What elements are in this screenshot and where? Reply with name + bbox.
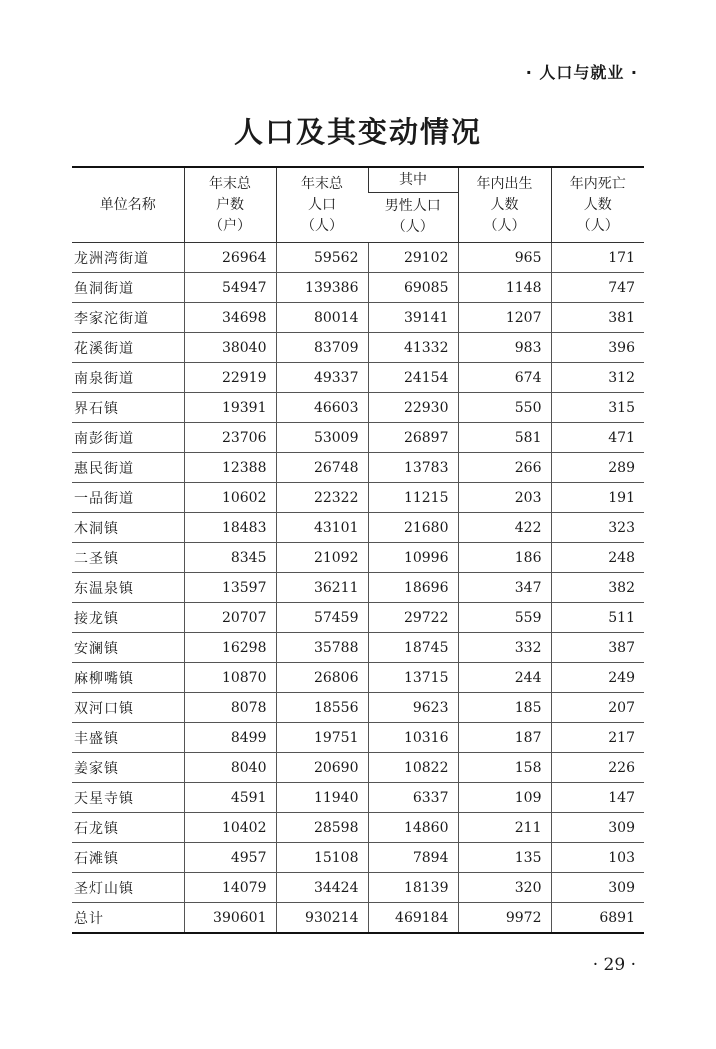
cell-households: 10870 bbox=[184, 663, 276, 693]
cell-households: 8499 bbox=[184, 723, 276, 753]
cell-unit-name: 界石镇 bbox=[72, 393, 184, 423]
cell-deaths: 396 bbox=[551, 333, 644, 363]
table-row bbox=[72, 783, 644, 813]
page-title: 人口及其变动情况 bbox=[233, 115, 482, 149]
table-row bbox=[72, 423, 644, 453]
cell-deaths: 248 bbox=[551, 543, 644, 573]
cell-population: 28598 bbox=[276, 813, 368, 843]
header-households-line2: 户数 bbox=[216, 196, 244, 213]
cell-unit-name: 惠民街道 bbox=[72, 453, 184, 483]
table-row bbox=[72, 333, 644, 363]
cell-births: 186 bbox=[458, 543, 551, 573]
cell-households: 54947 bbox=[184, 273, 276, 303]
cell-deaths: 747 bbox=[551, 273, 644, 303]
cell-births: 1207 bbox=[458, 303, 551, 333]
header-population-line2: 人口 bbox=[308, 196, 336, 213]
cell-births: 550 bbox=[458, 393, 551, 423]
cell-births: 422 bbox=[458, 513, 551, 543]
cell-births: 266 bbox=[458, 453, 551, 483]
cell-population: 139386 bbox=[276, 273, 368, 303]
table-row bbox=[72, 453, 644, 483]
cell-unit-name: 花溪街道 bbox=[72, 333, 184, 363]
cell-deaths: 249 bbox=[551, 663, 644, 693]
cell-unit-name: 石龙镇 bbox=[72, 813, 184, 843]
cell-births: 674 bbox=[458, 363, 551, 393]
table-body bbox=[72, 243, 644, 934]
cell-male-population: 69085 bbox=[368, 273, 458, 303]
cell-deaths: 382 bbox=[551, 573, 644, 603]
cell-population: 11940 bbox=[276, 783, 368, 813]
table-row bbox=[72, 573, 644, 603]
cell-deaths: 171 bbox=[551, 243, 644, 273]
table-row bbox=[72, 603, 644, 633]
cell-population: 34424 bbox=[276, 873, 368, 903]
cell-households: 10602 bbox=[184, 483, 276, 513]
cell-population: 18556 bbox=[276, 693, 368, 723]
cell-unit-name: 李家沱街道 bbox=[72, 303, 184, 333]
cell-male-population: 6337 bbox=[368, 783, 458, 813]
table-row bbox=[72, 843, 644, 873]
cell-male-population: 21680 bbox=[368, 513, 458, 543]
cell-population: 930214 bbox=[276, 903, 368, 934]
cell-deaths: 226 bbox=[551, 753, 644, 783]
cell-households: 19391 bbox=[184, 393, 276, 423]
cell-households: 14079 bbox=[184, 873, 276, 903]
cell-births: 185 bbox=[458, 693, 551, 723]
cell-deaths: 309 bbox=[551, 813, 644, 843]
header-births-line2: 人数 bbox=[490, 196, 519, 213]
cell-unit-name: 天星寺镇 bbox=[72, 783, 184, 813]
header-births bbox=[458, 167, 551, 243]
cell-deaths: 315 bbox=[551, 393, 644, 423]
table-row bbox=[72, 243, 644, 273]
cell-births: 559 bbox=[458, 603, 551, 633]
cell-male-population: 7894 bbox=[368, 843, 458, 873]
table-row bbox=[72, 543, 644, 573]
cell-population: 21092 bbox=[276, 543, 368, 573]
table-row bbox=[72, 393, 644, 423]
cell-male-population: 14860 bbox=[368, 813, 458, 843]
cell-births: 109 bbox=[458, 783, 551, 813]
cell-deaths: 103 bbox=[551, 843, 644, 873]
header-births-unit: （人） bbox=[483, 217, 526, 234]
header-unit-name: 单位名称 bbox=[72, 167, 184, 243]
cell-male-population: 26897 bbox=[368, 423, 458, 453]
cell-births: 983 bbox=[458, 333, 551, 363]
cell-households: 34698 bbox=[184, 303, 276, 333]
cell-unit-name: 接龙镇 bbox=[72, 603, 184, 633]
header-households bbox=[184, 167, 276, 243]
cell-households: 26964 bbox=[184, 243, 276, 273]
cell-unit-name: 东温泉镇 bbox=[72, 573, 184, 603]
cell-unit-name: 一品街道 bbox=[72, 483, 184, 513]
cell-population: 15108 bbox=[276, 843, 368, 873]
cell-births: 158 bbox=[458, 753, 551, 783]
cell-population: 19751 bbox=[276, 723, 368, 753]
cell-male-population: 10996 bbox=[368, 543, 458, 573]
cell-male-population: 10822 bbox=[368, 753, 458, 783]
cell-population: 46603 bbox=[276, 393, 368, 423]
cell-male-population: 18745 bbox=[368, 633, 458, 663]
cell-male-population: 41332 bbox=[368, 333, 458, 363]
cell-population: 35788 bbox=[276, 633, 368, 663]
cell-births: 965 bbox=[458, 243, 551, 273]
table-row bbox=[72, 303, 644, 333]
table-row bbox=[72, 753, 644, 783]
cell-births: 581 bbox=[458, 423, 551, 453]
cell-unit-name: 麻柳嘴镇 bbox=[72, 663, 184, 693]
cell-households: 8078 bbox=[184, 693, 276, 723]
cell-households: 4957 bbox=[184, 843, 276, 873]
cell-population: 36211 bbox=[276, 573, 368, 603]
header-male-unit: （人） bbox=[391, 219, 434, 235]
table-row bbox=[72, 483, 644, 513]
cell-male-population: 39141 bbox=[368, 303, 458, 333]
cell-unit-name: 双河口镇 bbox=[72, 693, 184, 723]
cell-population: 59562 bbox=[276, 243, 368, 273]
cell-births: 135 bbox=[458, 843, 551, 873]
cell-households: 13597 bbox=[184, 573, 276, 603]
cell-male-population: 469184 bbox=[368, 903, 458, 934]
cell-deaths: 6891 bbox=[551, 903, 644, 934]
table-row bbox=[72, 663, 644, 693]
cell-unit-name: 木洞镇 bbox=[72, 513, 184, 543]
cell-population: 43101 bbox=[276, 513, 368, 543]
cell-births: 9972 bbox=[458, 903, 551, 934]
table-total-row bbox=[72, 903, 644, 934]
cell-households: 10402 bbox=[184, 813, 276, 843]
table-row bbox=[72, 693, 644, 723]
cell-births: 347 bbox=[458, 573, 551, 603]
cell-population: 20690 bbox=[276, 753, 368, 783]
header-deaths bbox=[551, 167, 644, 243]
cell-deaths: 471 bbox=[551, 423, 644, 453]
cell-male-population: 29102 bbox=[368, 243, 458, 273]
cell-population: 22322 bbox=[276, 483, 368, 513]
header-deaths-line1: 年内死亡 bbox=[569, 175, 626, 192]
cell-households: 390601 bbox=[184, 903, 276, 934]
cell-households: 12388 bbox=[184, 453, 276, 483]
cell-households: 38040 bbox=[184, 333, 276, 363]
cell-deaths: 309 bbox=[551, 873, 644, 903]
cell-households: 23706 bbox=[184, 423, 276, 453]
cell-births: 1148 bbox=[458, 273, 551, 303]
header-births-line1: 年内出生 bbox=[476, 175, 533, 192]
header-male bbox=[368, 193, 458, 243]
cell-households: 4591 bbox=[184, 783, 276, 813]
cell-male-population: 9623 bbox=[368, 693, 458, 723]
table-row bbox=[72, 813, 644, 843]
header-population-line1: 年末总 bbox=[301, 175, 343, 192]
cell-deaths: 217 bbox=[551, 723, 644, 753]
cell-deaths: 191 bbox=[551, 483, 644, 513]
header-households-unit: （户） bbox=[209, 217, 251, 234]
cell-households: 8345 bbox=[184, 543, 276, 573]
cell-deaths: 387 bbox=[551, 633, 644, 663]
cell-deaths: 511 bbox=[551, 603, 644, 633]
cell-population: 26806 bbox=[276, 663, 368, 693]
cell-deaths: 207 bbox=[551, 693, 644, 723]
cell-births: 320 bbox=[458, 873, 551, 903]
table-row bbox=[72, 873, 644, 903]
cell-deaths: 323 bbox=[551, 513, 644, 543]
cell-male-population: 22930 bbox=[368, 393, 458, 423]
page-number: · 29 · bbox=[592, 955, 636, 975]
cell-households: 22919 bbox=[184, 363, 276, 393]
header-population-unit: （人） bbox=[301, 217, 343, 234]
population-table bbox=[72, 166, 644, 934]
cell-population: 49337 bbox=[276, 363, 368, 393]
cell-population: 80014 bbox=[276, 303, 368, 333]
cell-deaths: 289 bbox=[551, 453, 644, 483]
header-deaths-line2: 人数 bbox=[583, 196, 612, 213]
header-households-line1: 年末总 bbox=[209, 175, 251, 192]
cell-unit-name: 安澜镇 bbox=[72, 633, 184, 663]
cell-male-population: 11215 bbox=[368, 483, 458, 513]
header-population bbox=[276, 167, 368, 243]
table-row bbox=[72, 273, 644, 303]
header-of-which: 其中 bbox=[368, 167, 458, 193]
cell-male-population: 13783 bbox=[368, 453, 458, 483]
header-male-line1: 男性人口 bbox=[384, 198, 441, 214]
table-row bbox=[72, 633, 644, 663]
table-row bbox=[72, 363, 644, 393]
cell-deaths: 312 bbox=[551, 363, 644, 393]
table-row bbox=[72, 723, 644, 753]
cell-male-population: 18139 bbox=[368, 873, 458, 903]
cell-male-population: 18696 bbox=[368, 573, 458, 603]
cell-male-population: 29722 bbox=[368, 603, 458, 633]
cell-households: 8040 bbox=[184, 753, 276, 783]
cell-households: 20707 bbox=[184, 603, 276, 633]
cell-deaths: 381 bbox=[551, 303, 644, 333]
cell-births: 203 bbox=[458, 483, 551, 513]
cell-male-population: 13715 bbox=[368, 663, 458, 693]
header-deaths-unit: （人） bbox=[576, 217, 619, 234]
cell-births: 244 bbox=[458, 663, 551, 693]
cell-households: 16298 bbox=[184, 633, 276, 663]
cell-deaths: 147 bbox=[551, 783, 644, 813]
cell-unit-name: 丰盛镇 bbox=[72, 723, 184, 753]
table-row bbox=[72, 513, 644, 543]
cell-population: 83709 bbox=[276, 333, 368, 363]
cell-households: 18483 bbox=[184, 513, 276, 543]
cell-unit-name: 鱼洞街道 bbox=[72, 273, 184, 303]
cell-births: 211 bbox=[458, 813, 551, 843]
cell-population: 26748 bbox=[276, 453, 368, 483]
cell-unit-name: 总计 bbox=[72, 903, 184, 934]
cell-population: 53009 bbox=[276, 423, 368, 453]
cell-unit-name: 姜家镇 bbox=[72, 753, 184, 783]
cell-unit-name: 石滩镇 bbox=[72, 843, 184, 873]
section-header: · 人口与就业 · bbox=[525, 63, 638, 82]
cell-unit-name: 南彭街道 bbox=[72, 423, 184, 453]
cell-unit-name: 二圣镇 bbox=[72, 543, 184, 573]
cell-population: 57459 bbox=[276, 603, 368, 633]
cell-births: 187 bbox=[458, 723, 551, 753]
cell-unit-name: 圣灯山镇 bbox=[72, 873, 184, 903]
cell-male-population: 10316 bbox=[368, 723, 458, 753]
cell-unit-name: 龙洲湾街道 bbox=[72, 243, 184, 273]
cell-births: 332 bbox=[458, 633, 551, 663]
cell-unit-name: 南泉街道 bbox=[72, 363, 184, 393]
cell-male-population: 24154 bbox=[368, 363, 458, 393]
